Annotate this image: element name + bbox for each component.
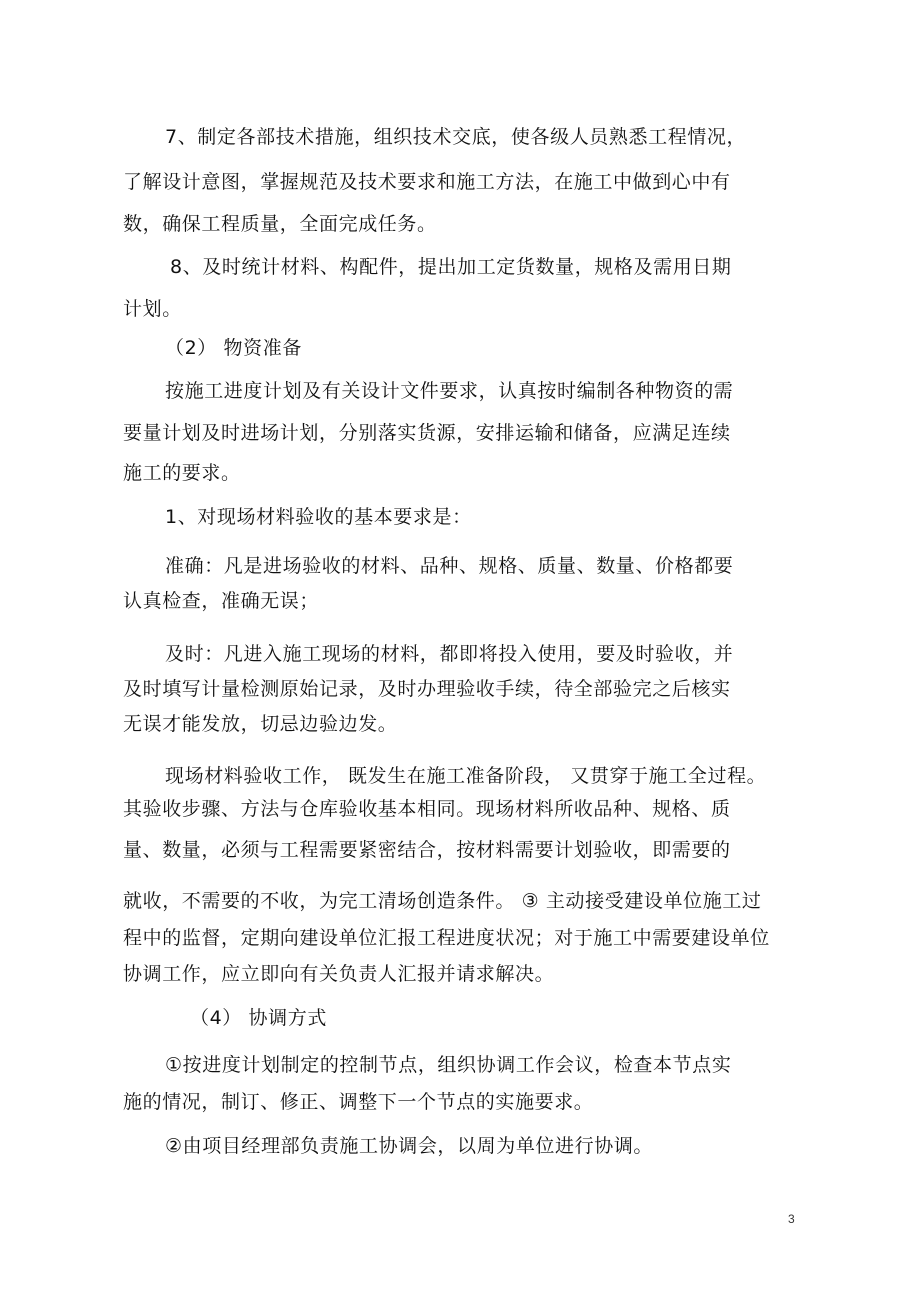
text-line: 无误才能发放，切忌边验边发。 xyxy=(123,713,398,735)
text-line: 就收，不需要的不收，为完工清场创造条件。 ③ 主动接受建设单位施工过 xyxy=(123,890,762,912)
text-line: 8、及时统计材料、构配件，提出加工定货数量，规格及需用日期 xyxy=(170,256,732,278)
text-line: 认真检查，准确无误； xyxy=(123,590,320,612)
text-line: 施的情况，制订、修正、调整下一个节点的实施要求。 xyxy=(123,1091,594,1113)
text-line: 7、制定各部技术措施，组织技术交底，使各级人员熟悉工程情况， xyxy=(165,126,747,148)
text-line: 按施工进度计划及有关设计文件要求，认真按时编制各种物资的需 xyxy=(165,380,734,402)
text-line: 协调工作，应立即向有关负责人汇报并请求解决。 xyxy=(123,963,555,985)
section-heading: （4） 协调方式 xyxy=(190,1007,327,1029)
text-line: 要量计划及时进场计划，分别落实货源，安排运输和储备，应满足连续 xyxy=(123,422,731,444)
text-line: 及时填写计量检测原始记录，及时办理验收手续，待全部验完之后核实 xyxy=(123,678,731,700)
text-line: 其验收步骤、方法与仓库验收基本相同。现场材料所收品种、规格、质 xyxy=(123,798,731,820)
text-line: 施工的要求。 xyxy=(123,462,241,484)
text-line: 量、数量，必须与工程需要紧密结合，按材料需要计划验收，即需要的 xyxy=(123,839,731,861)
text-line: 准确：凡是进场验收的材料、品种、规格、质量、数量、价格都要 xyxy=(165,555,734,577)
text-line: ②由项目经理部负责施工协调会，以周为单位进行协调。 xyxy=(165,1135,654,1157)
page-number: 3 xyxy=(788,1212,795,1226)
text-line: 现场材料验收工作， 既发生在施工准备阶段， 又贯穿于施工全过程。 xyxy=(165,765,767,787)
text-line: 程中的监督，定期向建设单位汇报工程进度状况；对于施工中需要建设单位 xyxy=(123,927,770,949)
text-line: ①按进度计划制定的控制节点，组织协调工作会议，检查本节点实 xyxy=(165,1054,732,1076)
text-line: 了解设计意图，掌握规范及技术要求和施工方法，在施工中做到心中有 xyxy=(123,171,731,193)
section-heading: （2） 物资准备 xyxy=(165,337,302,359)
text-line: 及时：凡进入施工现场的材料，都即将投入使用，要及时验收，并 xyxy=(165,643,734,665)
text-line: 计划。 xyxy=(123,298,182,320)
text-line: 数，确保工程质量，全面完成任务。 xyxy=(123,213,437,235)
text-line: 1、对现场材料验收的基本要求是： xyxy=(165,506,472,528)
